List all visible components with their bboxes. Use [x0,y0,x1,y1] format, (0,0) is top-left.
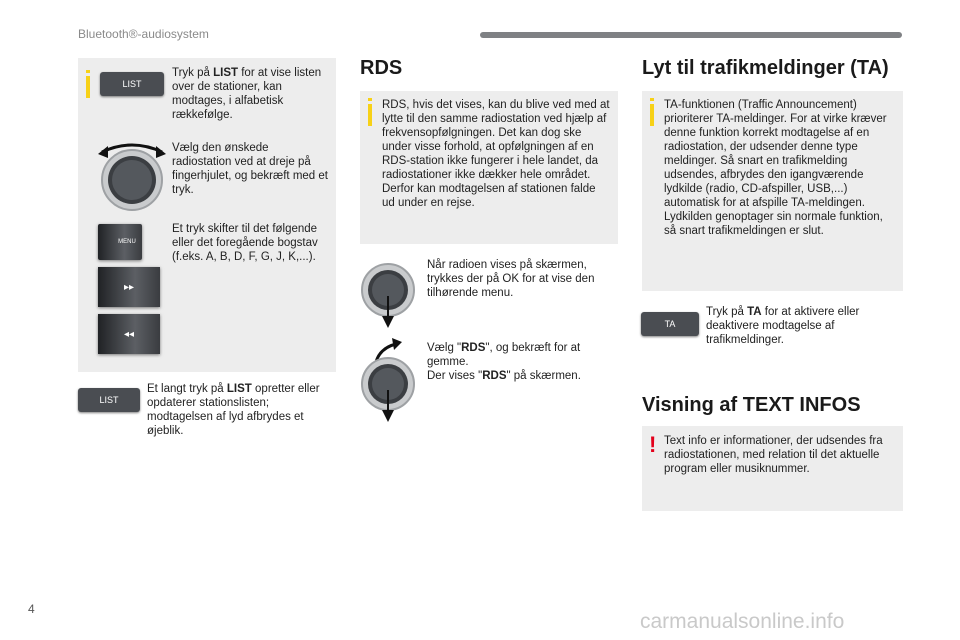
next-letter-button[interactable] [98,267,160,307]
menu-button[interactable] [98,224,142,260]
running-header: Bluetooth®-audiosystem [78,27,209,41]
ta-instruction: Tryk på TA for at aktivere eller deaktivere modtagelse af trafikmeldinger. [706,306,860,346]
list-long-press-instruction: Et langt tryk på LIST opretter eller opdaterer stationslisten; modtagelsen af lyd afbrydes et øjeblik. [147,383,320,437]
list-button[interactable]: LIST [100,72,164,96]
rewind-icon: ◂◂ [123,328,135,340]
thumbwheel-rotate-icon [96,134,168,214]
info-marker [368,104,372,126]
select-confirm-wheel-icon [358,338,420,424]
list-instruction: Tryk på LIST for at vise listen over de stationer, kan modtages, i alfabetisk rækkefølge. [172,67,322,121]
wheel-instruction: Vælg den ønskede radiostation ved at dreje på fingerhjulet, og bekræft med et tryk. [172,142,328,196]
rds-info-text: RDS, hvis det vises, kan du blive ved med at lytte til den samme radiostation ved hjælp af frekvensopfølgningen. Det kan dog ske under visse forhold, at opfølgningen af en RDS-station ikke fungerer i hele landet, da radiostationer ikke dækker hele området. Derfor kan modtagelsen af stationen falde ud under en rejse. [382,99,610,209]
letter-instruction: Et tryk skifter til det følgende eller det foregående bogstav (f.eks. A, B, D, F, G, J, K,...). [172,223,318,263]
rds-menu-instruction: Når radioen vises på skærmen, trykkes der på OK for at vise den tilhørende menu. [427,259,595,299]
list-long-press-button[interactable]: LIST [78,388,140,412]
info-marker [650,104,654,126]
ta-info-text: TA-funktionen (Traffic Announcement) prioriterer TA-meldinger. For at virke kræver denne funktion korrekt modtagelse af en radiostation, der udsender denne type meldinger. Så snart en trafikmelding udsendes, afbrydes den igangværende lydkilde (radio, CD-afspiller, USB,...) automatisk for at afspille TA-meldingen. Lydkilden genoptager sin normale funktion, så snart trafikmeldingen er slut. [664,99,887,237]
text-infos-heading: Visning af TEXT INFOS [642,394,861,416]
ta-heading: Lyt til trafikmeldinger (TA) [642,57,889,79]
info-marker [86,76,90,98]
fast-forward-icon: ▸▸ [123,281,135,293]
watermark: carmanualsonline.info [640,610,845,633]
header-bar [480,32,902,38]
page-number: 4 [28,602,35,616]
rds-heading: RDS [360,57,403,79]
warning-icon: ! [649,432,657,457]
menu-label: MENU [118,239,136,245]
previous-letter-button[interactable] [98,314,160,354]
text-infos-warning-text: Text info er informationer, der udsendes fra radiostationen, med relation til det aktuelle program eller musiknummer. [664,435,883,475]
ta-button[interactable]: TA [641,312,699,336]
rds-select-instruction: Vælg "RDS", og bekræft for at gemme. Der vises "RDS" på skærmen. [427,342,581,382]
ok-wheel-press-icon [358,262,420,330]
